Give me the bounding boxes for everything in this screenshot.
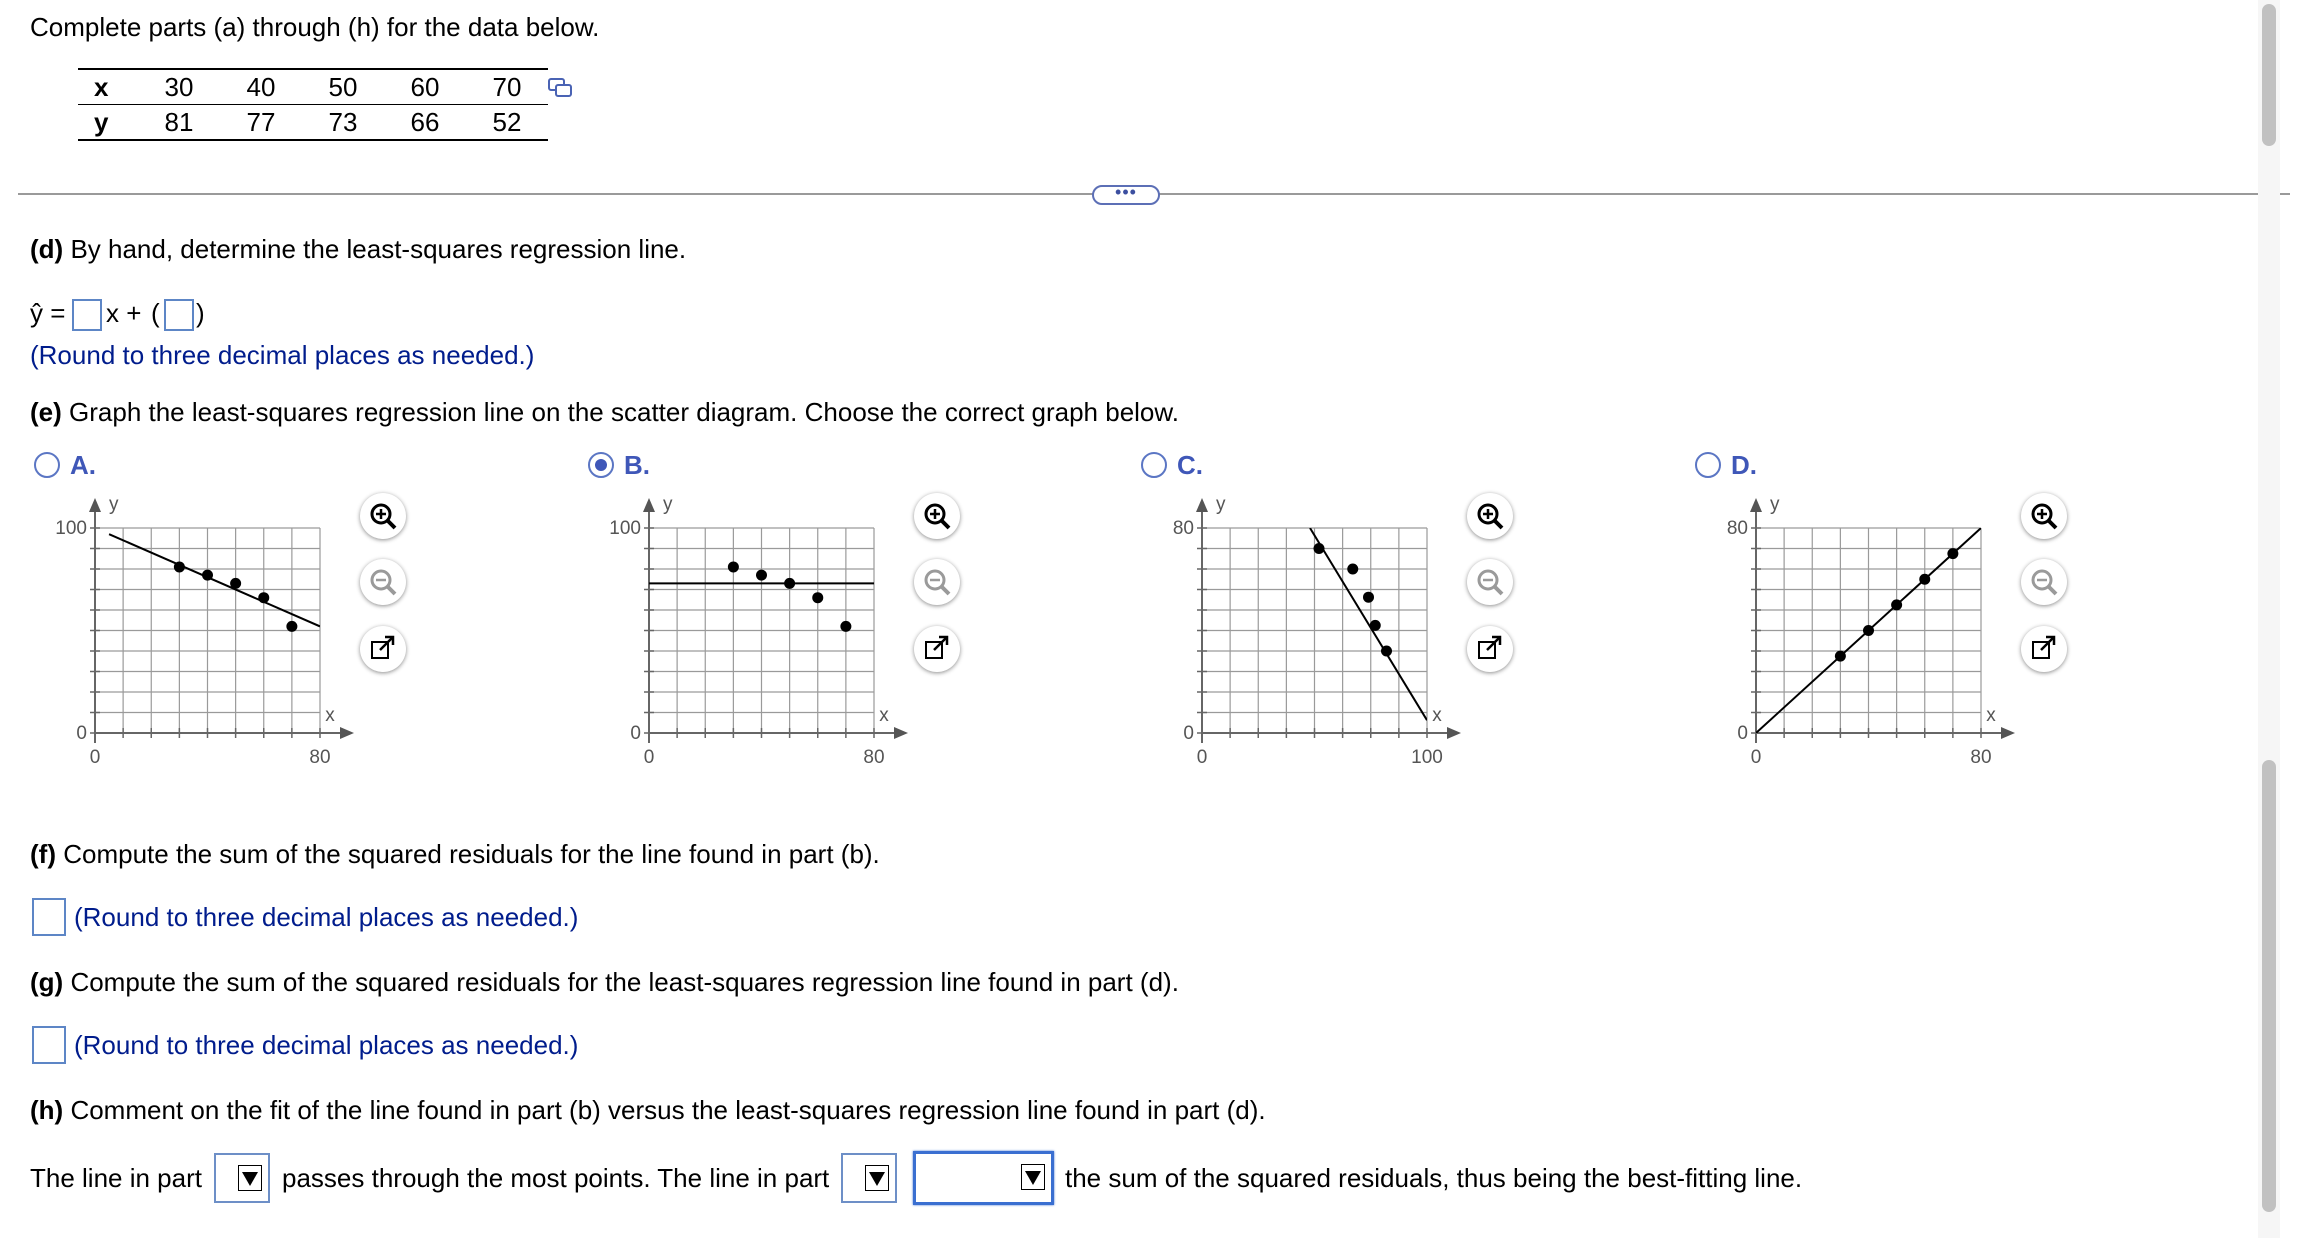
x-zero-tick-label: 0 bbox=[1750, 747, 1762, 768]
zoom-out-button[interactable] bbox=[360, 559, 406, 605]
grid bbox=[95, 528, 320, 733]
data-point bbox=[1381, 646, 1392, 657]
y-zero-tick-label: 0 bbox=[1183, 723, 1194, 744]
x-end-tick-label: 80 bbox=[1970, 747, 1992, 768]
zoom-out-icon bbox=[1476, 568, 1504, 596]
expand-button[interactable]: ••• bbox=[1092, 185, 1160, 205]
table-cell: 77 bbox=[220, 105, 302, 141]
comparison-select[interactable] bbox=[913, 1151, 1054, 1205]
option-a-label[interactable]: A. bbox=[70, 450, 96, 480]
sentence-part-1: The line in part bbox=[30, 1163, 202, 1193]
data-point bbox=[840, 621, 851, 632]
grid bbox=[1202, 528, 1427, 733]
data-point bbox=[728, 561, 739, 572]
data-point bbox=[258, 592, 269, 603]
y-axis-arrow bbox=[1750, 498, 1762, 512]
zoom-out-icon bbox=[369, 568, 397, 596]
part-g-question bbox=[30, 967, 1179, 998]
option-c-radio[interactable] bbox=[1141, 452, 1167, 478]
y-top-tick-label: 100 bbox=[609, 518, 641, 539]
option-d-label[interactable]: D. bbox=[1731, 450, 1757, 480]
data-point bbox=[174, 561, 185, 572]
table-row bbox=[78, 105, 548, 141]
x-axis-label: x bbox=[325, 705, 335, 726]
scrollbar-thumb-top[interactable] bbox=[2262, 4, 2276, 146]
part-e-label: (e) bbox=[30, 397, 62, 427]
y-axis-arrow bbox=[89, 498, 101, 512]
data-point bbox=[1370, 620, 1381, 631]
dropdown-arrow-icon bbox=[865, 1165, 889, 1191]
option-d-graph bbox=[1701, 493, 2021, 798]
data-point bbox=[230, 578, 241, 589]
data-point bbox=[1891, 599, 1902, 610]
y-axis-arrow bbox=[643, 498, 655, 512]
x-end-tick-label: 80 bbox=[309, 747, 331, 768]
zoom-in-button[interactable] bbox=[360, 493, 406, 539]
y-axis-label: y bbox=[1216, 494, 1226, 515]
zoom-out-button[interactable] bbox=[1467, 559, 1513, 605]
grid bbox=[649, 528, 874, 733]
regression-line bbox=[1310, 528, 1427, 720]
ssr-b-input[interactable] bbox=[32, 898, 66, 936]
x-zero-tick-label: 0 bbox=[89, 747, 101, 768]
close-paren: ) bbox=[196, 298, 205, 328]
data-point bbox=[784, 578, 795, 589]
dropdown-arrow-icon bbox=[1021, 1164, 1045, 1190]
part-f-label: (f) bbox=[30, 839, 56, 869]
zoom-in-button[interactable] bbox=[1467, 493, 1513, 539]
table-cell: 81 bbox=[138, 105, 220, 141]
yhat-label: ŷ = bbox=[30, 298, 66, 328]
data-point bbox=[1947, 548, 1958, 559]
part-e-question bbox=[30, 397, 1179, 428]
part-select-1[interactable] bbox=[214, 1153, 270, 1203]
zoom-in-icon bbox=[1476, 502, 1504, 530]
part-h-label: (h) bbox=[30, 1095, 64, 1125]
table-cell: 50 bbox=[302, 69, 384, 105]
x-axis-label: x bbox=[1986, 705, 1996, 726]
x-axis-label: x bbox=[879, 705, 889, 726]
slope-input[interactable] bbox=[72, 299, 102, 331]
x-axis-arrow bbox=[2001, 727, 2015, 739]
scrollbar-thumb[interactable] bbox=[2262, 760, 2276, 1212]
y-axis-arrow bbox=[1196, 498, 1208, 512]
option-c-label[interactable]: C. bbox=[1177, 450, 1203, 480]
zoom-in-icon bbox=[923, 502, 951, 530]
x-axis-arrow bbox=[894, 727, 908, 739]
part-d-question bbox=[30, 234, 686, 265]
part-f-text: Compute the sum of the squared residuals for the line found in part (b). bbox=[63, 839, 880, 869]
y-axis-label: y bbox=[109, 494, 119, 515]
table-cell: 60 bbox=[384, 69, 466, 105]
x-zero-tick-label: 0 bbox=[643, 747, 655, 768]
open-graph-button[interactable] bbox=[2021, 626, 2067, 672]
sentence-part-2: passes through the most points. The line in part bbox=[282, 1163, 830, 1193]
option-a-radio[interactable] bbox=[34, 452, 60, 478]
zoom-out-icon bbox=[923, 568, 951, 596]
part-h-question bbox=[30, 1095, 1266, 1126]
x-plus-label: x + bbox=[106, 298, 142, 328]
open-paren: ( bbox=[151, 298, 160, 328]
x-end-tick-label: 100 bbox=[1411, 747, 1443, 768]
row-label: y bbox=[78, 105, 138, 141]
zoom-in-icon bbox=[369, 502, 397, 530]
part-f-hint: (Round to three decimal places as needed.) bbox=[74, 902, 579, 932]
external-link-icon bbox=[1476, 635, 1504, 663]
instruction-text: Complete parts (a) through (h) for the data below. bbox=[30, 12, 600, 42]
zoom-in-button[interactable] bbox=[2021, 493, 2067, 539]
scrollbar[interactable] bbox=[2258, 0, 2280, 1238]
table-cell: 73 bbox=[302, 105, 384, 141]
table-cell: 30 bbox=[138, 69, 220, 105]
copy-data-icon[interactable] bbox=[548, 76, 572, 103]
y-zero-tick-label: 0 bbox=[630, 723, 641, 744]
data-table bbox=[78, 68, 548, 141]
dropdown-arrow-icon bbox=[238, 1165, 262, 1191]
external-link-icon bbox=[2030, 635, 2058, 663]
option-d-radio[interactable] bbox=[1695, 452, 1721, 478]
table-cell: 40 bbox=[220, 69, 302, 105]
data-point bbox=[1347, 564, 1358, 575]
data-point bbox=[1363, 592, 1374, 603]
part-g-hint: (Round to three decimal places as needed.) bbox=[74, 1030, 579, 1060]
external-link-icon bbox=[369, 635, 397, 663]
option-b-radio[interactable] bbox=[588, 452, 614, 478]
data-point bbox=[812, 592, 823, 603]
ssr-d-input[interactable] bbox=[32, 1026, 66, 1064]
x-end-tick-label: 80 bbox=[863, 747, 885, 768]
y-axis-label: y bbox=[1770, 494, 1780, 515]
row-label: x bbox=[78, 69, 138, 105]
table-row bbox=[78, 69, 548, 105]
part-select-2[interactable] bbox=[841, 1153, 897, 1203]
y-zero-tick-label: 0 bbox=[1737, 723, 1748, 744]
data-point bbox=[1919, 574, 1930, 585]
x-axis-arrow bbox=[340, 727, 354, 739]
zoom-out-button[interactable] bbox=[2021, 559, 2067, 605]
part-e-text: Graph the least-squares regression line on the scatter diagram. Choose the correct graph below. bbox=[69, 397, 1179, 427]
part-g-label: (g) bbox=[30, 967, 64, 997]
y-top-tick-label: 80 bbox=[1726, 518, 1748, 539]
external-link-icon bbox=[923, 635, 951, 663]
part-d-hint: (Round to three decimal places as needed.) bbox=[30, 340, 535, 370]
data-point bbox=[1835, 651, 1846, 662]
part-g-text: Compute the sum of the squared residuals for the least-squares regression line found in part (d). bbox=[70, 967, 1179, 997]
y-top-tick-label: 80 bbox=[1172, 518, 1194, 539]
zoom-out-button[interactable] bbox=[914, 559, 960, 605]
open-graph-button[interactable] bbox=[914, 626, 960, 672]
zoom-in-icon bbox=[2030, 502, 2058, 530]
x-zero-tick-label: 0 bbox=[1196, 747, 1208, 768]
table-cell: 70 bbox=[466, 69, 548, 105]
sentence-part-3: the sum of the squared residuals, thus being the best-fitting line. bbox=[1065, 1163, 1803, 1193]
data-point bbox=[202, 570, 213, 581]
data-point bbox=[286, 621, 297, 632]
intercept-input[interactable] bbox=[164, 299, 194, 331]
data-point bbox=[1314, 543, 1325, 554]
open-graph-button[interactable] bbox=[360, 626, 406, 672]
option-c-graph bbox=[1147, 493, 1467, 798]
option-b-label[interactable]: B. bbox=[624, 450, 650, 480]
y-top-tick-label: 100 bbox=[55, 518, 87, 539]
y-axis-label: y bbox=[663, 494, 673, 515]
y-zero-tick-label: 0 bbox=[76, 723, 87, 744]
part-d-text: By hand, determine the least-squares regression line. bbox=[70, 234, 687, 264]
part-f-question bbox=[30, 839, 880, 870]
option-a-graph bbox=[40, 493, 360, 798]
open-graph-button[interactable] bbox=[1467, 626, 1513, 672]
option-b-graph bbox=[594, 493, 914, 798]
table-cell: 66 bbox=[384, 105, 466, 141]
part-d-label: (d) bbox=[30, 234, 64, 264]
data-point bbox=[1863, 625, 1874, 636]
table-cell: 52 bbox=[466, 105, 548, 141]
data-point bbox=[756, 570, 767, 581]
zoom-out-icon bbox=[2030, 568, 2058, 596]
part-h-text: Comment on the fit of the line found in part (b) versus the least-squares regression line found in part (d). bbox=[70, 1095, 1266, 1125]
x-axis-arrow bbox=[1447, 727, 1461, 739]
zoom-in-button[interactable] bbox=[914, 493, 960, 539]
x-axis-label: x bbox=[1432, 705, 1442, 726]
